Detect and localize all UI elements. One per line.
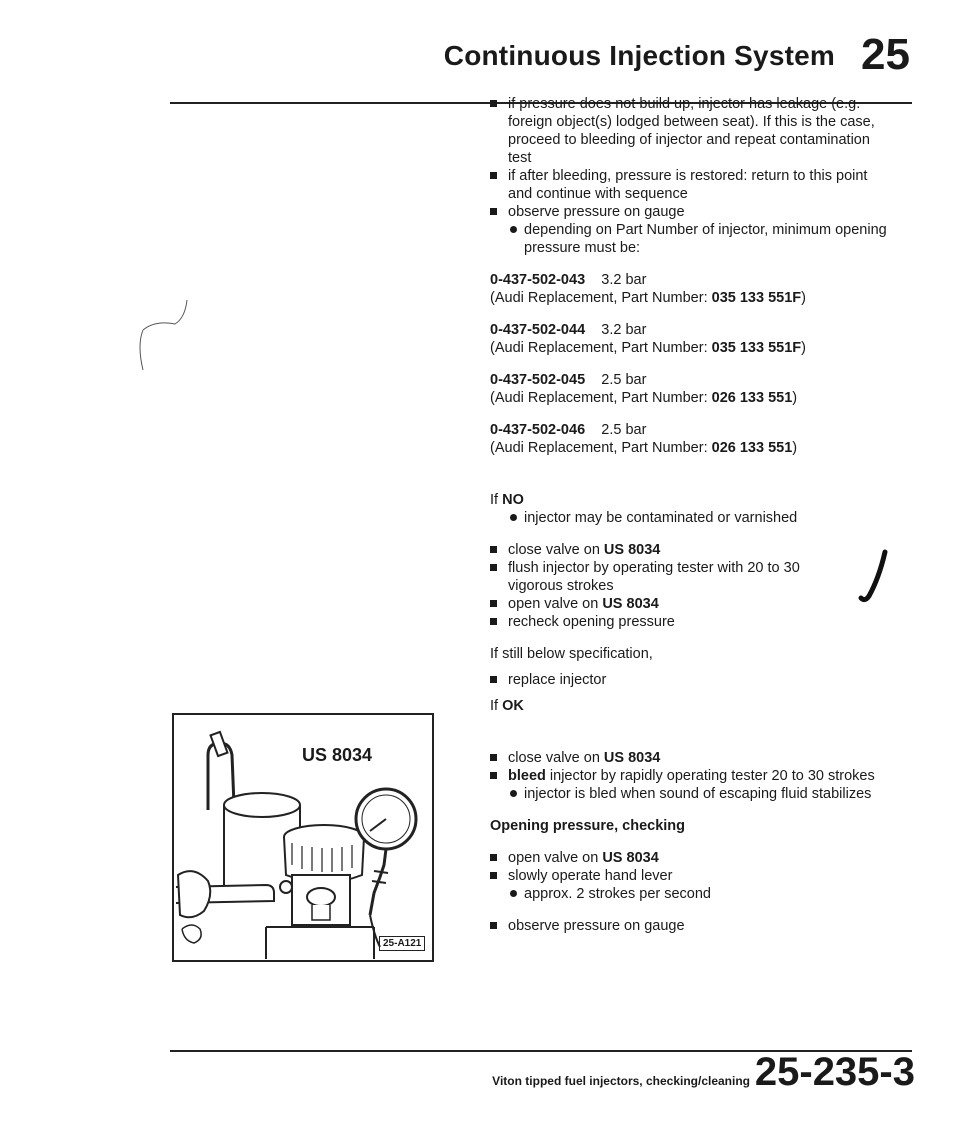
part-number: 0-437-502-043	[490, 272, 586, 288]
bullet-item: open valve on US 8034	[490, 595, 890, 613]
sub-bullet-item: depending on Part Number of injector, minimum opening pressure must be:	[490, 221, 890, 257]
tool-label: US 8034	[302, 745, 373, 765]
replacement-label: (Audi Replacement, Part Number:	[490, 290, 708, 306]
bullet-item: observe pressure on gauge	[490, 917, 890, 935]
replacement-label: (Audi Replacement, Part Number:	[490, 440, 708, 456]
figure-code: 25-A121	[379, 936, 425, 951]
sub-bullet-item: injector is bled when sound of escaping fluid stabilizes	[490, 785, 890, 803]
replacement-number: 035 133 551F	[711, 340, 802, 356]
bullet-item: slowly operate hand lever	[490, 867, 890, 885]
page-header	[0, 30, 960, 80]
paren: )	[792, 440, 798, 456]
bullet-item: flush injector by operating tester with 20 to 30 vigorous strokes	[490, 559, 890, 595]
opening-pressure: 3.2 bar	[601, 272, 647, 288]
opening-pressure: 2.5 bar	[601, 372, 647, 388]
bullet-item: open valve on US 8034	[490, 849, 890, 867]
replacement-number: 026 133 551	[711, 390, 793, 406]
bullet-item: close valve on US 8034	[490, 749, 890, 767]
page-number: 25-235-3	[754, 1050, 915, 1094]
bullet-item: recheck opening pressure	[490, 613, 890, 631]
paren: )	[801, 290, 806, 306]
if-no-heading: If NO	[490, 492, 524, 508]
part-entry	[490, 371, 890, 407]
footer-title: Viton tipped fuel injectors, checking/cleaning	[492, 1074, 750, 1088]
part-number: 0-437-502-046	[490, 422, 586, 438]
bullet-item: if pressure does not build up, injector has leakage (e.g. foreign object(s) lodged between seat). If this is the case, proceed to bleeding of injector and repeat contamination test	[490, 95, 890, 167]
replacement-label: (Audi Replacement, Part Number:	[490, 390, 708, 406]
opening-pressure: 2.5 bar	[601, 422, 647, 438]
part-entry	[490, 421, 890, 457]
procedure-text	[490, 95, 890, 935]
bullet-item: replace injector	[490, 671, 890, 689]
replacement-number: 035 133 551F	[711, 290, 802, 306]
sub-bullet-item: approx. 2 strokes per second	[490, 885, 890, 903]
check-mark-icon	[855, 548, 895, 608]
replacement-number: 026 133 551	[711, 440, 793, 456]
part-entry	[490, 321, 890, 357]
pencil-mark	[135, 290, 195, 400]
still-below-text: If still below specification,	[490, 646, 653, 662]
if-ok-heading: If OK	[490, 698, 524, 714]
part-number: 0-437-502-045	[490, 372, 586, 388]
sub-bullet-item: injector may be contaminated or varnished	[490, 509, 890, 527]
section-number: 25	[861, 30, 910, 79]
bullet-item: if after bleeding, pressure is restored: return to this point and continue with sequence	[490, 167, 890, 203]
bullet-item: bleed injector by rapidly operating tester 20 to 30 strokes	[490, 767, 890, 785]
paren: )	[801, 340, 806, 356]
part-number: 0-437-502-044	[490, 322, 586, 338]
tester-illustration	[172, 713, 434, 962]
paren: )	[792, 390, 798, 406]
part-entry	[490, 271, 890, 307]
bullet-item: close valve on US 8034	[490, 541, 890, 559]
opening-pressure: 3.2 bar	[601, 322, 647, 338]
replacement-label: (Audi Replacement, Part Number:	[490, 340, 708, 356]
bullet-item: observe pressure on gauge	[490, 203, 890, 221]
page-title: Continuous Injection System	[443, 40, 835, 71]
section-heading: Opening pressure, checking	[490, 818, 685, 834]
